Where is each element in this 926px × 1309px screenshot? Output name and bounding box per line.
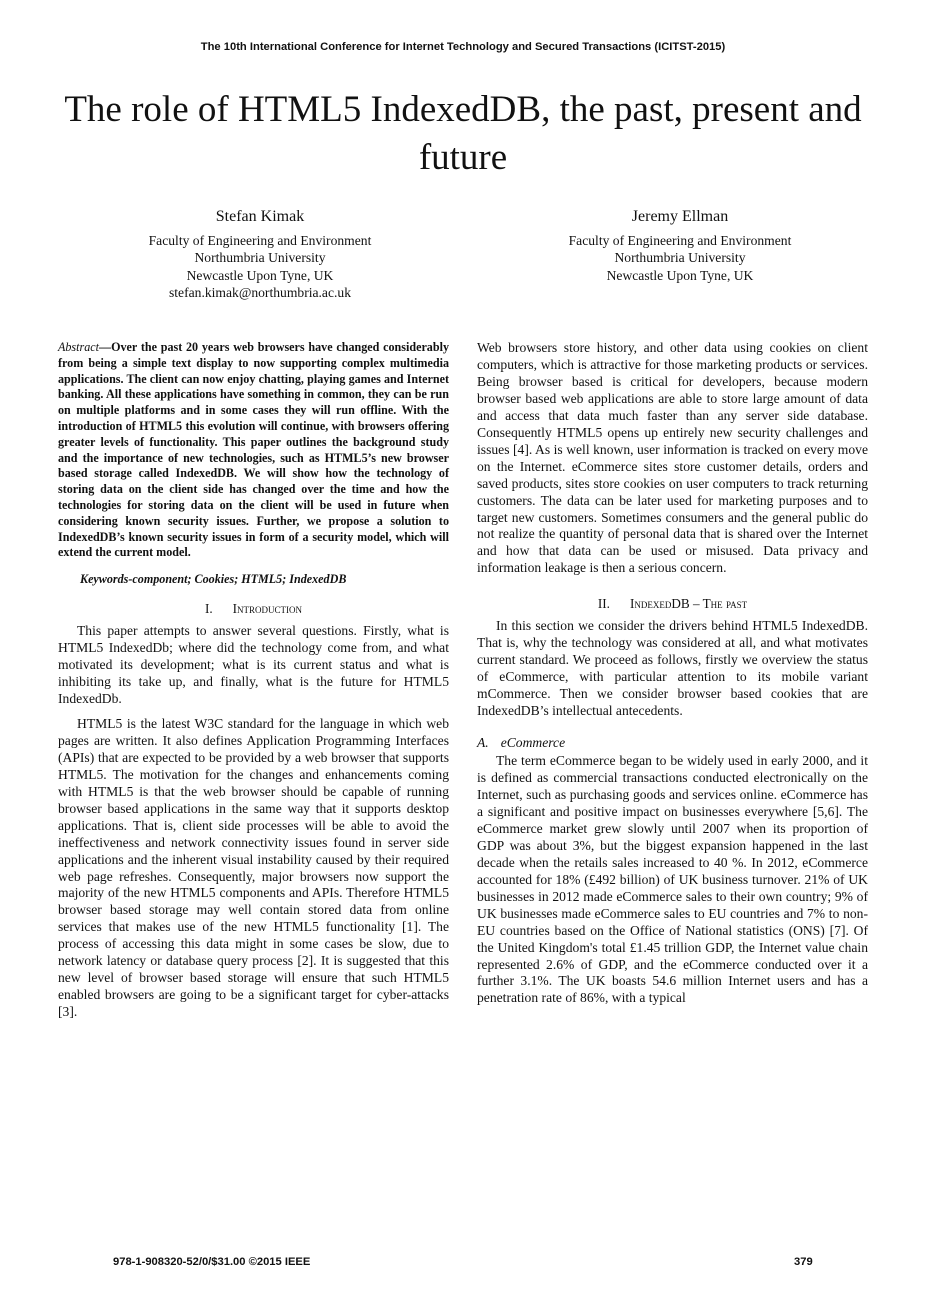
section-title: IndexedDB – The past bbox=[629, 596, 748, 612]
subsection-number: A. bbox=[477, 735, 489, 751]
author-university: Northumbria University bbox=[194, 250, 326, 266]
abstract-dash: — bbox=[98, 340, 112, 354]
conference-header: The 10th International Conference for Internet Technology and Secured Transactions (ICITST-2015) bbox=[200, 41, 726, 53]
page-number: 379 bbox=[794, 1256, 813, 1268]
right-column bbox=[477, 340, 868, 1007]
author-location: Newcastle Upon Tyne, UK bbox=[186, 267, 334, 283]
author-location: Newcastle Upon Tyne, UK bbox=[606, 267, 754, 283]
paper-title: The role of HTML5 IndexedDB, the past, present and future bbox=[64, 89, 862, 178]
keywords: Keywords-component; Cookies; HTML5; IndexedDB bbox=[80, 572, 347, 587]
author-name: Jeremy Ellman bbox=[631, 208, 729, 225]
paragraph: Web browsers store history, and other data using cookies on client computers, which is attractive for those marketing products or services. Being browser based is critical for developers, because modern browser based web applications are able to store large amount of data and access that data much faster than any server side database. Consequently HTML5 opens up entirely new security challenges and issues [4]. As is well known, user information is tracked on every move on the Internet. eCommerce sites store customer details, orders and saved products, sites store cookies on user computers to track returning customers. The data can be later used for marketing purposes and to target new customers. Sometimes consumers and the general public do not realize the quantity of personal data that is shared over the Internet and how that data can be used or misused. Data privacy and information leakage is then a serious concern. bbox=[477, 340, 868, 576]
paragraph: This paper attempts to answer several questions. Firstly, what is HTML5 IndexedDb; where did the technology come from, and what motivated its development; what is its current status and what is inhibiting its take up, and finally, what is the future for HTML5 IndexedDb. bbox=[58, 623, 449, 706]
author-affiliation: Faculty of Engineering and Environment bbox=[148, 233, 372, 248]
abstract-lead: Abstract bbox=[58, 340, 99, 354]
author-block bbox=[90, 206, 430, 302]
footer-isbn: 978-1-908320-52/0/$31.00 ©2015 IEEE bbox=[113, 1256, 311, 1268]
section-number: II. bbox=[597, 596, 610, 612]
left-column bbox=[58, 340, 449, 1021]
section-heading bbox=[477, 595, 868, 612]
abstract bbox=[58, 340, 449, 561]
author-email: stefan.kimak@northumbria.ac.uk bbox=[168, 285, 351, 301]
abstract-text: Over the past 20 years web browsers have changed considerably from being a simple text display to now supporting complex multimedia applications. The client can now enjoy chatting, playing games and Internet banking. All these applications have something in common, they can be run on multiple platforms and in some cases they will run offline. With the introduction of HTML5 this evolution will continue, with browsers offering greater levels of functionality. This paper outlines the background study and the importance of new technologies, such as HTML5’s new browser based storage called IndexedDB. We will show how the technology of storing data on the client side has changed over the time and how the technologies for storing data on the client will be used in future when considering known security issues. Further, we propose a solution to IndexedDB’s known security issues in form of a security model, which will extend the current model. bbox=[58, 340, 449, 560]
author-affiliation: Faculty of Engineering and Environment bbox=[568, 233, 792, 248]
author-name: Stefan Kimak bbox=[215, 208, 305, 225]
author-block bbox=[510, 206, 850, 284]
section-title: Introduction bbox=[232, 601, 303, 617]
paragraph: The term eCommerce began to be widely used in early 2000, and it is defined as commercial transactions conducted electronically on the Internet, such as purchasing goods and services online. eCommerce has a significant and positive impact on businesses everywhere [5,6]. The eCommerce market grew slowly until 2007 when its proportion of GDP was about 3%, but the biggest expansion happened in the last decade when the retails sales increased to 40 %. In 2012, eCommerce accounted for 18% (£492 billion) of UK business turnover. 21% of UK businesses in 2012 made eCommerce sales to their own country; 9% of UK businesses made eCommerce sales to EU countries and 7% to non-EU countries based on the Office of National statistics (ONS) [7]. Of the United Kingdom's total £1.45 trillion GDP, the Internet value chain represented 2.6% of GDP, and the eCommerce conducted over it a further 3.1%. The UK boasts 54.6 million Internet users and has a penetration rate of 86%, with a typical bbox=[477, 753, 868, 1006]
section-number: I. bbox=[204, 601, 213, 617]
subsection-title: eCommerce bbox=[500, 735, 566, 751]
section-heading bbox=[58, 600, 449, 617]
paragraph: In this section we consider the drivers behind HTML5 IndexedDB. That is, why the technology was considered at all, and what motivates current standard. We proceed as follows, firstly we overview the status of eCommerce, with particular attention to its mobile variant mCommerce. Then we consider browser based cookies that are IndexedDB’s intellectual antecedents. bbox=[477, 618, 868, 719]
subsection-heading bbox=[477, 734, 868, 751]
author-university: Northumbria University bbox=[614, 250, 746, 266]
paragraph: HTML5 is the latest W3C standard for the language in which web pages are written. It also defines Application Programming Interfaces (APIs) that are expected to be provided by a web browser that supports HTML5. The motivation for the changes and enhancements coming with HTML5 is that the web browser should be capable of running browser based applications in the same way that it supports desktop applications. That is, client side processes will be able to avoid the ineffectiveness and network connectivity issues found in server side applications and the inherent visual instability caused by their required web page refreshes. Consequently, major browsers now support the majority of the new HTML5 components and APIs. Therefore HTML5 browser based storage may well contain stored data from online services that makes use of the new HTML5 functionality [1]. The process of accessing this data might in some cases be slow, due to network latency or database query process [2]. It is suggested that this new level of browser based storage will ensure that such HTML5 enabled browsers are going to be a significant target for cyber-attacks [3]. bbox=[58, 715, 449, 1020]
